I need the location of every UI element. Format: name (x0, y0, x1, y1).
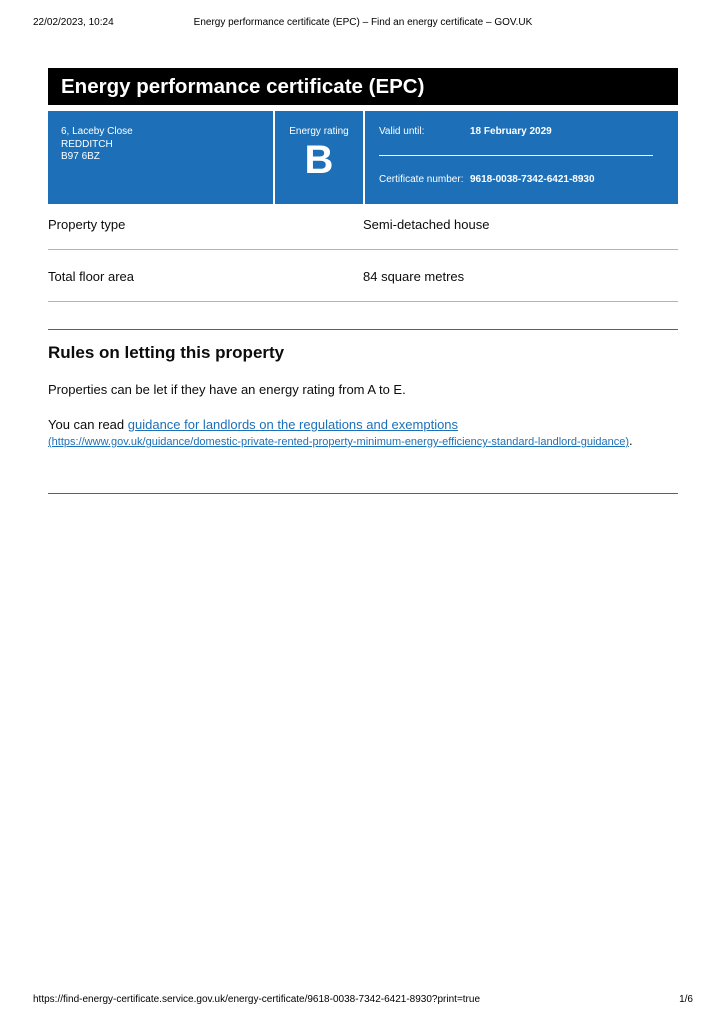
divider (379, 155, 653, 156)
valid-until (379, 126, 552, 137)
certificate-details (365, 111, 678, 204)
certificate-number (379, 174, 595, 185)
floor-area-value: 84 square metres (363, 269, 465, 284)
property-facts (48, 198, 678, 302)
address-postcode: B97 6BZ (61, 151, 100, 162)
print-date: 22/02/2023, 10:24 (33, 17, 114, 28)
address-town: REDDITCH (61, 138, 113, 150)
print-header (33, 17, 693, 31)
energy-rating-band: B (304, 138, 334, 182)
address-line-1: 6, Laceby Close (61, 126, 133, 137)
floor-area-label: Total floor area (48, 269, 134, 284)
rules-heading: Rules on letting this property (48, 343, 285, 362)
property-address (48, 111, 273, 204)
valid-until-value: 18 February 2029 (470, 126, 552, 137)
epc-summary (48, 111, 678, 204)
section-divider (48, 493, 678, 494)
section-divider (48, 329, 678, 330)
guidance-prefix: You can read (48, 417, 128, 432)
guidance-paragraph (48, 417, 648, 449)
guidance-link[interactable]: guidance for landlords on the regulations and exemptions (127, 417, 459, 432)
guidance-link-url[interactable]: (https://www.gov.uk/guidance/domestic-private-rented-property-minimum-energy-efficiency-standard-landlord-guidance) (48, 436, 630, 448)
property-type-row (48, 198, 678, 250)
certificate-number-label: Certificate number: (379, 174, 464, 185)
property-type-value: Semi-detached house (363, 217, 490, 232)
property-type-label: Property type (48, 217, 126, 232)
energy-rating-label: Energy rating (289, 126, 349, 137)
energy-rating (275, 111, 363, 204)
page-number: 1/6 (679, 994, 693, 1005)
guidance-suffix: . (629, 433, 633, 448)
rules-text: Properties can be let if they have an energy rating from A to E. (48, 382, 406, 397)
floor-area-row (48, 250, 678, 302)
print-url: https://find-energy-certificate.service.gov.uk/energy-certificate/9618-0038-7342-6421-8930?print=true (33, 994, 481, 1005)
valid-until-label: Valid until: (379, 126, 425, 137)
certificate-number-value: 9618-0038-7342-6421-8930 (470, 174, 595, 185)
print-footer (33, 994, 693, 1005)
print-page-title: Energy performance certificate (EPC) – Find an energy certificate – GOV.UK (193, 17, 533, 28)
page-title: Energy performance certificate (EPC) (48, 68, 678, 105)
